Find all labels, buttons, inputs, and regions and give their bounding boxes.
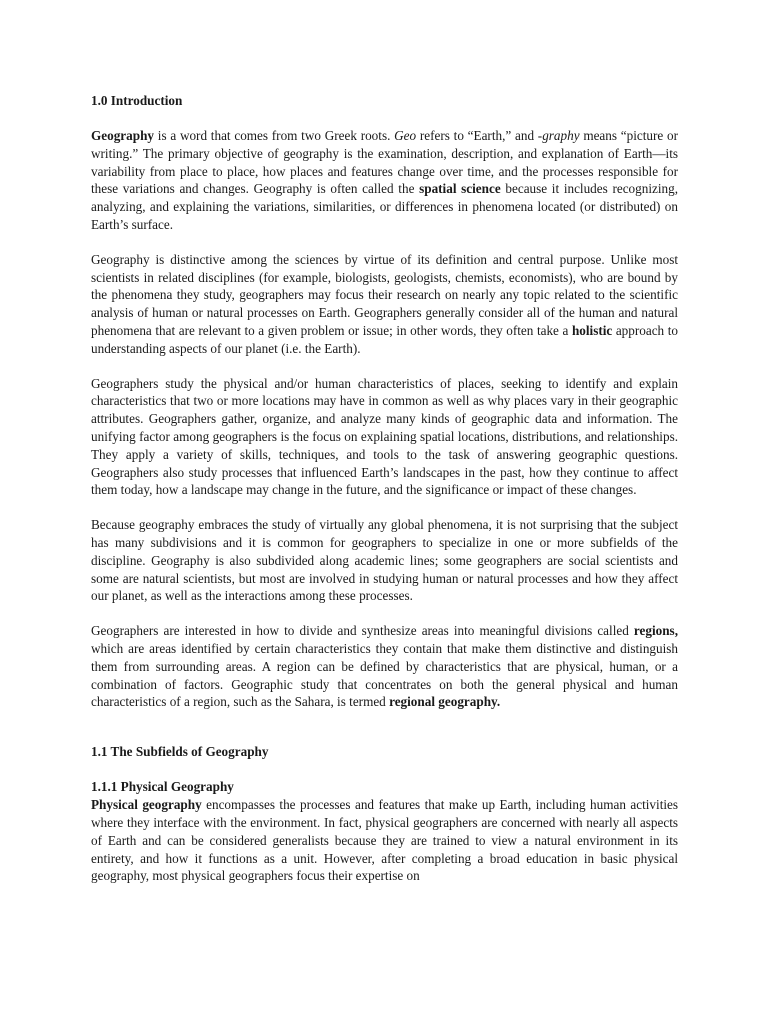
text-run: because it includes recognizing, analyzing, and explaining the variations, similarities, or differences in phenomena located (or distributed) on Earth’s surface. xyxy=(91,181,678,232)
text-run: which are areas identified by certain characteristics they contain that make them distinctive and distinguish them from surrounding areas. A region can be defined by characteristics that are physical, human, or a combination of factors. Geographic study that concentrates on both the general physical and human characteristics of a region, such as the Sahara, is termed xyxy=(91,640,678,710)
text-run: means “picture or writing.” The primary objective of geography is the examination, description, and explanation of Earth—its variability from place to place, how places and features change over time, and the processes responsible for these variations and changes. Geography is often called the xyxy=(91,128,678,197)
section-heading-subfields: 1.1 The Subfields of Geography xyxy=(91,744,269,760)
term-regions: regions, xyxy=(633,623,678,639)
term-geo: Geo xyxy=(394,128,417,143)
text-run: approach to understanding aspects of our planet (i.e. the Earth). xyxy=(91,322,678,356)
term-holistic: holistic xyxy=(571,322,613,338)
text-run: refers to “Earth,” and - xyxy=(416,128,543,143)
text-run: Geographers are interested in how to divide and synthesize areas into meaningful divisions called xyxy=(91,623,634,639)
text-run: Geography is distinctive among the sciences by virtue of its definition and central purpose. Unlike most scientists in related disciplines (for example, biologists, geologists, chemists, economists), who are bound by the phenomena they study, geographers may focus their research on nearly any topic related to the scientific analysis of human or natural processes on Earth. Geographers generally consider all of the human and natural phenomena that are relevant to a given problem or issue; in other words, they often take a xyxy=(91,251,678,338)
paragraph-geographers-study: Geographers study the physical and/or human characteristics of places, seeking to identify and explain characteristics that two or more locations may have in common as well as why places vary in their geographic attributes. Geographers gather, organize, and analyze many kinds of geographic data and information. The unifying factor among geographers is the focus on explaining spatial locations, distributions, and relationships. They apply a variety of skills, techniques, and tools to the task of answering geographic questions. Geographers also study processes that influenced Earth’s landscapes in the past, how they continue to affect them today, how a landscape may change in the future, and the significance or impact of these changes. xyxy=(91,375,678,498)
term-geography: Geography xyxy=(91,128,155,143)
paragraph-geography-definition xyxy=(91,127,678,234)
term-graphy: graphy xyxy=(542,128,580,143)
paragraph-geography-distinctive xyxy=(91,251,678,358)
term-physical-geography: Physical geography xyxy=(91,797,202,813)
subsection-heading-physical-geography: 1.1.1 Physical Geography xyxy=(91,779,234,795)
document-page xyxy=(91,92,678,885)
term-spatial-science: spatial science xyxy=(419,181,501,197)
paragraph-subdivisions: Because geography embraces the study of virtually any global phenomena, it is not surprising that the subject has many subdivisions and it is common for geographers to specialize in one or more subfields of the discipline. Geography is also subdivided along academic lines; some geographers are social scientists and some are natural scientists, but most are involved in studying human or natural processes and how they affect our planet, as well as the interactions among these processes. xyxy=(91,517,678,604)
text-run: is a word that comes from two Greek roots. xyxy=(154,128,395,143)
paragraph-regions xyxy=(91,622,678,711)
term-regional-geography: regional geography. xyxy=(389,694,501,710)
text-run: encompasses the processes and features that make up Earth, including human activities where they interface with the environment. In fact, physical geographers are concerned with nearly all aspects of Earth and can be considered generalists because they are trained to view a natural environment in its entirety, and how it functions as a unit. However, after completing a broad education in basic physical geography, most physical geographers focus their expertise on xyxy=(91,797,679,884)
section-heading-introduction: 1.0 Introduction xyxy=(91,93,183,108)
paragraph-physical-geography xyxy=(91,796,678,885)
